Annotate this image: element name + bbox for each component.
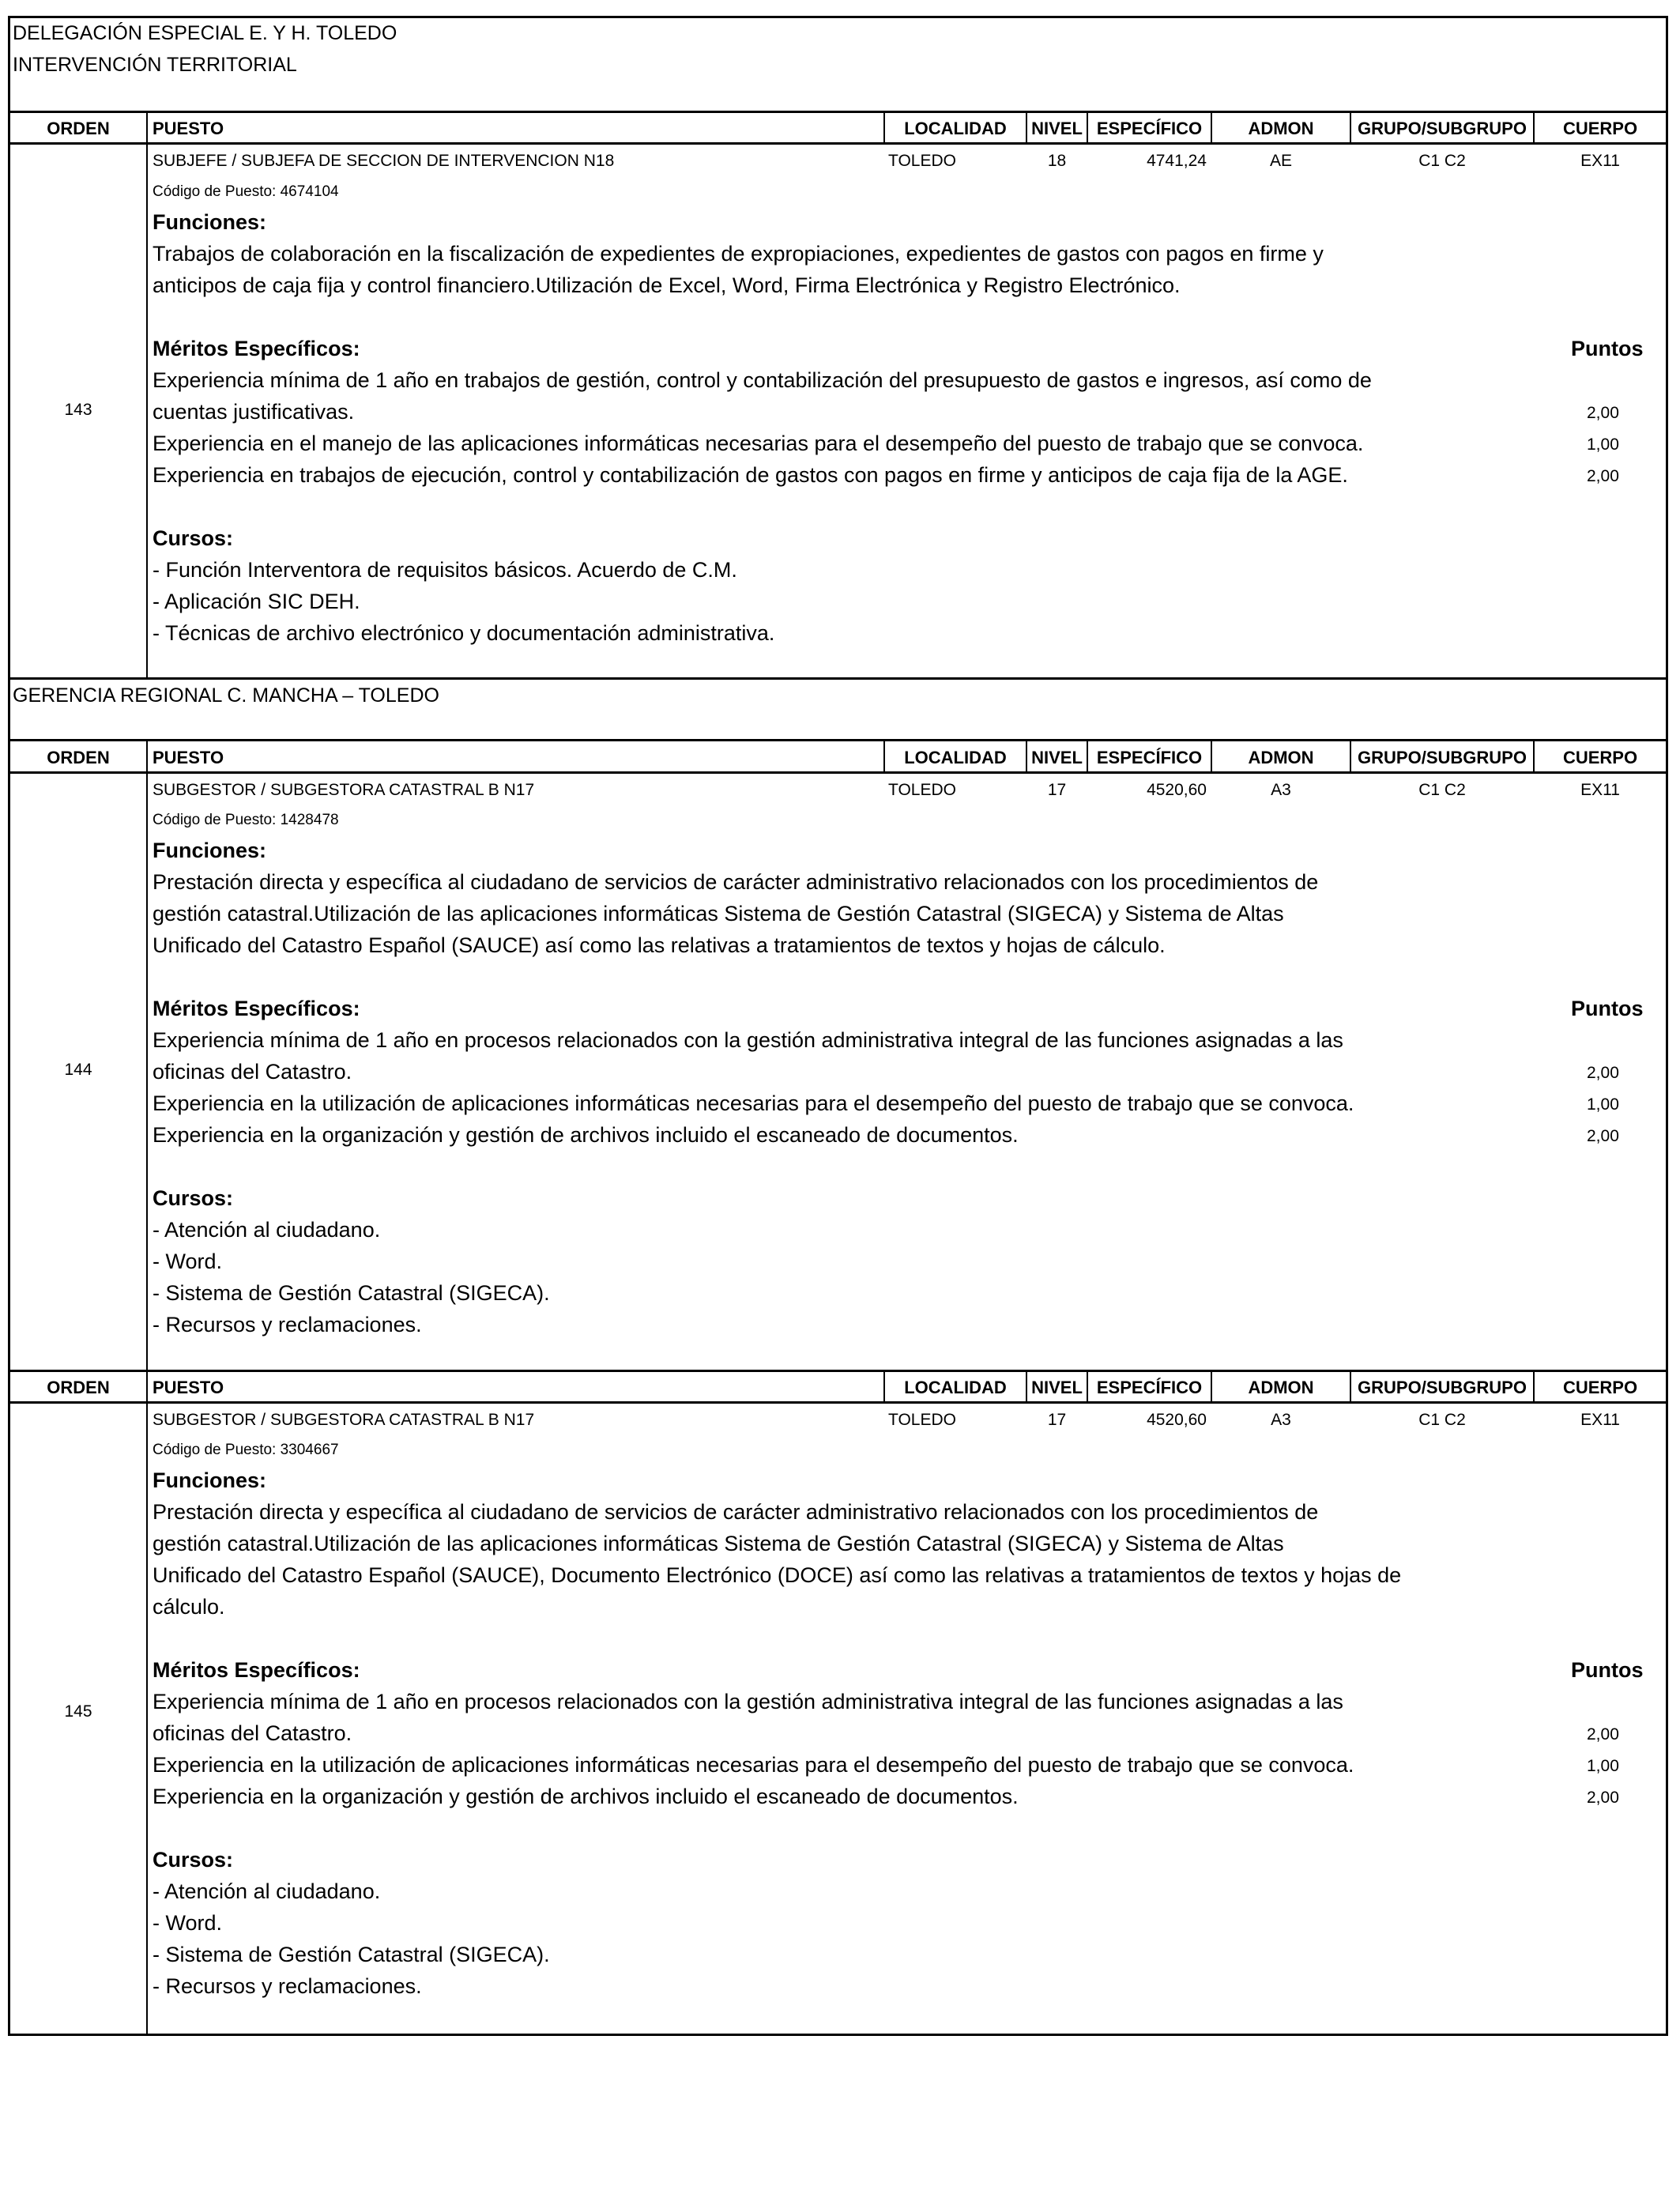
curso-item: - Atención al ciudadano.	[153, 1879, 381, 1903]
meritos-line: Experiencia en la organización y gestión de archivos incluido el escaneado de documentos.	[153, 1123, 1019, 1147]
admon-value: A3	[1271, 781, 1291, 799]
grupo-value: C1 C2	[1418, 781, 1466, 799]
divider	[8, 1370, 1668, 1372]
header-orden: ORDEN	[47, 119, 110, 138]
cursos-label: Cursos:	[153, 1848, 234, 1872]
header-nivel: NIVEL	[1031, 119, 1083, 138]
header-grupo: GRUPO/SUBGRUPO	[1358, 119, 1527, 138]
section-title-delegacion: DELEGACIÓN ESPECIAL E. Y H. TOLEDO	[13, 22, 397, 44]
header-grupo: GRUPO/SUBGRUPO	[1358, 1378, 1527, 1397]
meritos-line: Experiencia en la utilización de aplicaciones informáticas necesarias para el desempeño del puesto de trabajo que se convoca.	[153, 1091, 1354, 1115]
meritos-line: oficinas del Catastro.	[153, 1060, 352, 1084]
puntos-value: 2,00	[1587, 1127, 1619, 1145]
meritos-line: Experiencia en la organización y gestión de archivos incluido el escaneado de documentos.	[153, 1785, 1019, 1808]
puesto-title: SUBGESTOR / SUBGESTORA CATASTRAL B N17	[153, 781, 535, 799]
meritos-line: Experiencia mínima de 1 año en procesos relacionados con la gestión administrativa integral de las funciones asignadas a las	[153, 1028, 1343, 1052]
header-grupo: GRUPO/SUBGRUPO	[1358, 748, 1527, 767]
header-puesto: PUESTO	[153, 1378, 224, 1397]
section-subtitle-intervencion: INTERVENCIÓN TERRITORIAL	[13, 54, 297, 76]
funciones-line: Trabajos de colaboración en la fiscalización de expedientes de expropiaciones, expedientes de gastos con pagos en firme y	[153, 242, 1324, 266]
meritos-line: oficinas del Catastro.	[153, 1721, 352, 1745]
header-admon: ADMON	[1248, 119, 1314, 138]
funciones-line: gestión catastral.Utilización de las aplicaciones informáticas Sistema de Gestión Catastral (SIGECA) y Sistema de Altas	[153, 902, 1284, 925]
puntos-value: 1,00	[1587, 1095, 1619, 1114]
localidad-value: TOLEDO	[888, 781, 956, 799]
orden-number: 145	[64, 1702, 92, 1721]
header-orden: ORDEN	[47, 1378, 110, 1397]
cuerpo-value: EX11	[1580, 1411, 1620, 1429]
codigo-puesto: Código de Puesto: 1428478	[153, 812, 339, 828]
nivel-value: 18	[1047, 152, 1067, 170]
puesto-title: SUBJEFE / SUBJEFA DE SECCION DE INTERVENCION N18	[153, 152, 615, 170]
funciones-line: Unificado del Catastro Español (SAUCE), Documento Electrónico (DOCE) así como las relativas a tratamientos de textos y hojas de	[153, 1563, 1402, 1587]
header-especifico: ESPECÍFICO	[1096, 1378, 1203, 1397]
funciones-line: cálculo.	[153, 1595, 225, 1619]
curso-item: - Sistema de Gestión Catastral (SIGECA).	[153, 1943, 550, 1966]
especifico-value: 4520,60	[1147, 1411, 1207, 1429]
curso-item: - Recursos y reclamaciones.	[153, 1974, 422, 1998]
puntos-value: 1,00	[1587, 1757, 1619, 1775]
header-cuerpo: CUERPO	[1562, 119, 1638, 138]
puntos-value: 1,00	[1587, 435, 1619, 454]
funciones-line: anticipos de caja fija y control financiero.Utilización de Excel, Word, Firma Electrónica y Registro Electrónico.	[153, 273, 1181, 297]
column-divider	[146, 111, 148, 678]
puntos-value: 2,00	[1587, 1789, 1619, 1807]
puntos-label: Puntos	[1571, 1658, 1644, 1682]
meritos-line: Experiencia mínima de 1 año en procesos relacionados con la gestión administrativa integral de las funciones asignadas a las	[153, 1690, 1343, 1713]
curso-item: - Sistema de Gestión Catastral (SIGECA).	[153, 1281, 550, 1305]
divider	[8, 677, 1668, 680]
cursos-label: Cursos:	[153, 526, 234, 550]
cuerpo-value: EX11	[1580, 152, 1620, 170]
curso-item: - Función Interventora de requisitos básicos. Acuerdo de C.M.	[153, 558, 737, 582]
puntos-label: Puntos	[1571, 997, 1644, 1020]
meritos-label: Méritos Específicos:	[153, 997, 360, 1020]
grupo-value: C1 C2	[1418, 152, 1466, 170]
especifico-value: 4520,60	[1147, 781, 1207, 799]
header-admon: ADMON	[1248, 1378, 1314, 1397]
grupo-value: C1 C2	[1418, 1411, 1466, 1429]
localidad-value: TOLEDO	[888, 152, 956, 170]
section-title-gerencia: GERENCIA REGIONAL C. MANCHA – TOLEDO	[13, 684, 439, 707]
localidad-value: TOLEDO	[888, 1411, 956, 1429]
funciones-line: gestión catastral.Utilización de las aplicaciones informáticas Sistema de Gestión Catastral (SIGECA) y Sistema de Altas	[153, 1532, 1284, 1555]
header-localidad: LOCALIDAD	[904, 748, 1007, 767]
cursos-label: Cursos:	[153, 1186, 234, 1210]
header-puesto: PUESTO	[153, 748, 224, 767]
curso-item: - Word.	[153, 1911, 223, 1935]
meritos-line: cuentas justificativas.	[153, 400, 355, 424]
header-localidad: LOCALIDAD	[904, 119, 1007, 138]
header-puesto: PUESTO	[153, 119, 224, 138]
divider	[8, 739, 1668, 741]
divider	[8, 111, 1668, 113]
especifico-value: 4741,24	[1147, 152, 1207, 170]
funciones-line: Prestación directa y específica al ciudadano de servicios de carácter administrativo relacionados con los procedimientos de	[153, 1500, 1319, 1524]
funciones-line: Unificado del Catastro Español (SAUCE) así como las relativas a tratamientos de textos y hojas de cálculo.	[153, 933, 1166, 957]
cuerpo-value: EX11	[1580, 781, 1620, 799]
header-cuerpo: CUERPO	[1562, 748, 1638, 767]
header-especifico: ESPECÍFICO	[1096, 119, 1203, 138]
funciones-label: Funciones:	[153, 1468, 267, 1492]
puntos-label: Puntos	[1571, 337, 1644, 360]
puntos-value: 2,00	[1587, 1725, 1619, 1744]
puntos-value: 2,00	[1587, 1064, 1619, 1082]
meritos-line: Experiencia en el manejo de las aplicaciones informáticas necesarias para el desempeño del puesto de trabajo que se convoca.	[153, 432, 1364, 455]
codigo-puesto: Código de Puesto: 3304667	[153, 1442, 339, 1458]
divider	[8, 771, 1668, 774]
curso-item: - Técnicas de archivo electrónico y documentación administrativa.	[153, 621, 775, 645]
header-nivel: NIVEL	[1031, 748, 1083, 767]
admon-value: AE	[1269, 152, 1292, 170]
funciones-label: Funciones:	[153, 210, 267, 234]
curso-item: - Atención al ciudadano.	[153, 1218, 381, 1242]
meritos-label: Méritos Específicos:	[153, 1658, 360, 1682]
header-orden: ORDEN	[47, 748, 110, 767]
funciones-line: Prestación directa y específica al ciudadano de servicios de carácter administrativo relacionados con los procedimientos de	[153, 870, 1319, 894]
column-divider	[146, 739, 148, 1371]
puesto-title: SUBGESTOR / SUBGESTORA CATASTRAL B N17	[153, 1411, 535, 1429]
curso-item: - Aplicación SIC DEH.	[153, 590, 360, 613]
codigo-puesto: Código de Puesto: 4674104	[153, 183, 339, 200]
meritos-line: Experiencia en la utilización de aplicaciones informáticas necesarias para el desempeño del puesto de trabajo que se convoca.	[153, 1753, 1354, 1777]
nivel-value: 17	[1047, 1411, 1067, 1429]
meritos-line: Experiencia en trabajos de ejecución, control y contabilización de gastos con pagos en firme y anticipos de caja fija de la AGE.	[153, 463, 1348, 487]
divider	[8, 1401, 1668, 1404]
puntos-value: 2,00	[1587, 467, 1619, 485]
curso-item: - Recursos y reclamaciones.	[153, 1313, 422, 1336]
meritos-line: Experiencia mínima de 1 año en trabajos de gestión, control y contabilización del presupuesto de gastos e ingresos, así como de	[153, 368, 1372, 392]
admon-value: A3	[1271, 1411, 1291, 1429]
header-especifico: ESPECÍFICO	[1096, 748, 1203, 767]
orden-number: 143	[64, 401, 92, 419]
curso-item: - Word.	[153, 1250, 223, 1273]
header-admon: ADMON	[1248, 748, 1314, 767]
meritos-label: Méritos Específicos:	[153, 337, 360, 360]
nivel-value: 17	[1047, 781, 1067, 799]
header-localidad: LOCALIDAD	[904, 1378, 1007, 1397]
orden-number: 144	[64, 1061, 92, 1079]
funciones-label: Funciones:	[153, 839, 267, 862]
header-nivel: NIVEL	[1031, 1378, 1083, 1397]
divider	[8, 142, 1668, 145]
puntos-value: 2,00	[1587, 404, 1619, 422]
column-divider	[146, 1370, 148, 2036]
header-cuerpo: CUERPO	[1562, 1378, 1638, 1397]
